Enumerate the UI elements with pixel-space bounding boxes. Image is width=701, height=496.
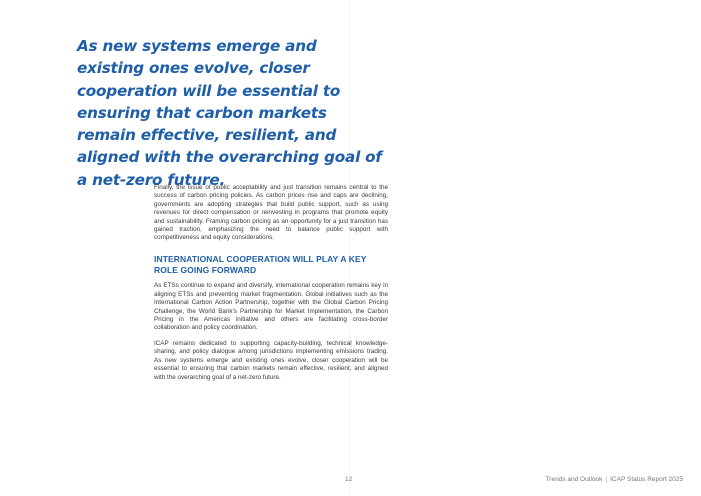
section-heading: INTERNATIONAL COOPERATION WILL PLAY A KEY ROLE GOING FORWARD	[154, 253, 367, 275]
running-footer	[546, 476, 683, 483]
paragraph-public-acceptability: Finally, the issue of public acceptability and just transition remains central to the success of carbon pricing policies. As carbon prices rise and caps are declining, governments are adopting strategies that build public support, such as using revenues for direct compensation or reinvesting in programs that promote equity and sustainability. Framing carbon pricing as an opportunity for a just transition has gained traction, emphasizing the need to balance public support with competitiveness and equity considerations.	[154, 184, 388, 242]
pull-quote: As new systems emerge and existing ones evolve, closer cooperation will be essential to ensuring that carbon markets remain effective, resilient, and aligned with the overarching goal of a net-zero future.	[77, 37, 382, 189]
paragraph-icap: ICAP remains dedicated to supporting capacity-building, technical knowledge-sharing, and policy dialogue among jurisdictions implementing emissions trading. As new systems emerge and existing ones evolve, closer cooperation will be essential to ensuring that carbon markets remain effective, resilient, and aligned with the overarching goal of a net-zero future.	[154, 339, 388, 381]
footer-report-title: ICAP Status Report 2025	[610, 476, 683, 483]
page-number: 12	[345, 476, 353, 483]
footer-separator: |	[605, 476, 608, 483]
footer-section-title: Trends and Outlook	[545, 476, 603, 483]
right-page	[350, 0, 701, 496]
body-text-column	[154, 184, 388, 382]
paragraph-international-cooperation: As ETSs continue to expand and diversify, international cooperation remains key in aligning ETSs and preventing market fragmentation. Global initiatives such as the International Carbon Action Partnership, together with the Global Carbon Pricing Challenge, the World Bank's Partnership for Market Implementation, the Carbon Pricing in the Americas initiative and others are facilitating cross-border collaboration and policy coordination.	[154, 282, 388, 332]
